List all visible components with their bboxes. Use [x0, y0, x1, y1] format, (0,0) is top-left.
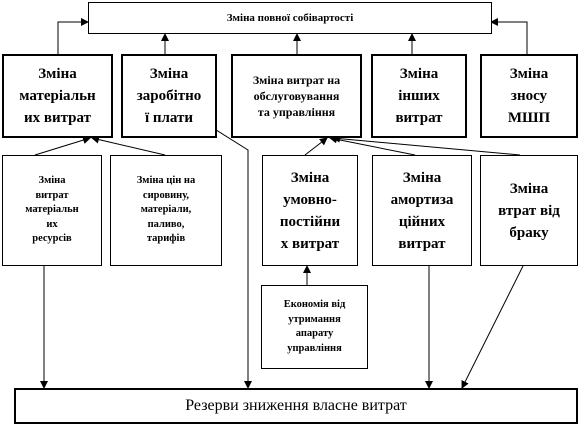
total-cost-change-label: Зміна повної собівартості — [226, 12, 354, 24]
arrow-defects-to-reserves — [462, 266, 523, 388]
raw-prices-change-box — [110, 155, 222, 266]
conditional-fixed-costs-label: Зміна умовно- постійни х витрат — [279, 169, 341, 252]
arrow-mshp-to-total — [491, 22, 527, 54]
arrow-amortization-to-management — [330, 138, 415, 155]
wages-change-box — [121, 54, 217, 138]
arrow-defects-to-management — [333, 138, 520, 155]
amortization-change-label: Зміна амортиза ційних витрат — [390, 169, 454, 252]
other-cost-change-label: Зміна інших витрат — [395, 66, 443, 126]
mshp-wear-change-label: Зміна зносу МШП — [507, 66, 551, 126]
arrow-materials-to-total — [58, 22, 88, 54]
mshp-wear-change-box — [480, 54, 578, 138]
materials-cost-change-label: Зміна матеріальн их витрат — [19, 66, 96, 126]
materials-cost-change-box — [2, 54, 113, 138]
management-cost-change-label: Зміна витрат на обслуговування та управління — [252, 73, 341, 119]
defect-losses-change-box — [480, 155, 578, 266]
cost-reduction-reserves-label: Резерви зниження власне витрат — [185, 397, 407, 414]
arrow-resources-to-materials — [35, 138, 90, 155]
material-resources-change-label: Зміна витрат матеріальн их ресурсів — [25, 175, 79, 245]
arrow-conditional-to-management — [305, 138, 327, 155]
management-economy-label: Економія від утримання апарату управління — [283, 299, 346, 354]
defect-losses-change-label: Зміна втрат від браку — [498, 180, 560, 241]
conditional-fixed-costs-box — [262, 155, 358, 266]
raw-prices-change-label: Зміна цін на сировину, матеріали, паливо, тарифів — [136, 175, 196, 245]
amortization-change-box — [372, 155, 472, 266]
material-resources-change-box — [2, 155, 102, 266]
management-economy-box — [261, 285, 368, 369]
total-cost-change-box — [88, 2, 492, 34]
management-cost-change-box — [231, 54, 362, 138]
other-cost-change-box — [371, 54, 467, 138]
wages-change-label: Зміна заробітно ї плати — [136, 66, 202, 126]
arrow-prices-to-materials — [92, 138, 165, 155]
cost-reduction-reserves-box — [14, 388, 578, 424]
